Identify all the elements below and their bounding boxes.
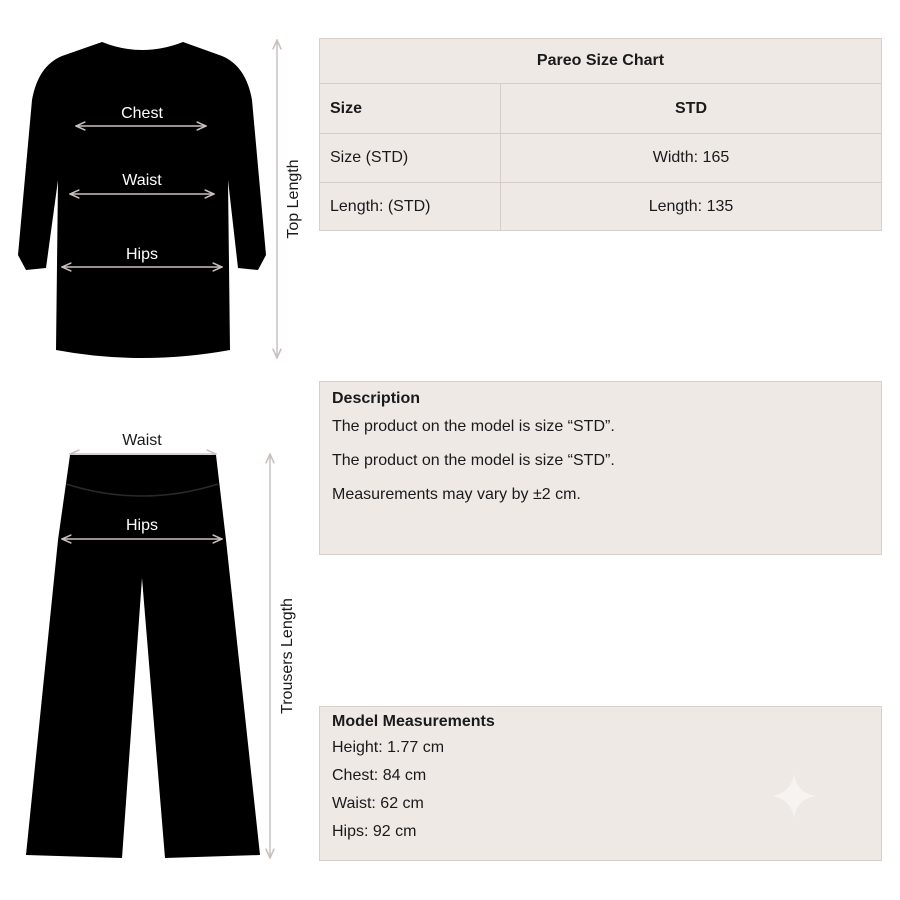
top-hips-label: Hips [125, 246, 159, 263]
size-chart-header-std: STD [675, 99, 707, 117]
table-row [320, 133, 881, 182]
model-height: Height: 1.77 cm [332, 739, 445, 756]
table-cell: Width: 165 [652, 149, 730, 166]
top-chest-label: Chest [121, 105, 163, 122]
model-hips: Hips: 92 cm [332, 823, 417, 840]
trousers-shape [26, 455, 260, 858]
table-cell: Length: 135 [648, 197, 734, 215]
trousers-hips-label: Hips [125, 517, 159, 534]
table-cell: Length: (STD) [320, 183, 501, 230]
top-waist-label: Waist [122, 172, 162, 189]
size-chart-header-size: Size [320, 84, 501, 133]
model-chest: Chest: 84 cm [332, 767, 427, 784]
sparkle-icon [770, 772, 818, 820]
top-garment-shape [18, 42, 266, 358]
description-line: The product on the model is size “STD”. [332, 452, 615, 469]
trousers-length-label: Trousers Length [279, 598, 296, 714]
model-measurements-title: Model Measurements [332, 713, 495, 730]
model-waist: Waist: 62 cm [332, 795, 424, 812]
size-chart-title: Pareo Size Chart [536, 52, 665, 69]
description-panel [319, 381, 882, 555]
trousers-waist-label: Waist [122, 432, 162, 449]
top-length-label: Top Length [285, 159, 302, 239]
size-chart-header-row [320, 83, 881, 133]
size-chart-table [319, 38, 882, 231]
description-line: Measurements may vary by ±2 cm. [332, 486, 581, 503]
description-line: The product on the model is size “STD”. [332, 418, 615, 435]
table-row [320, 182, 881, 230]
table-cell: Size (STD) [320, 134, 501, 182]
description-title: Description [332, 390, 421, 407]
